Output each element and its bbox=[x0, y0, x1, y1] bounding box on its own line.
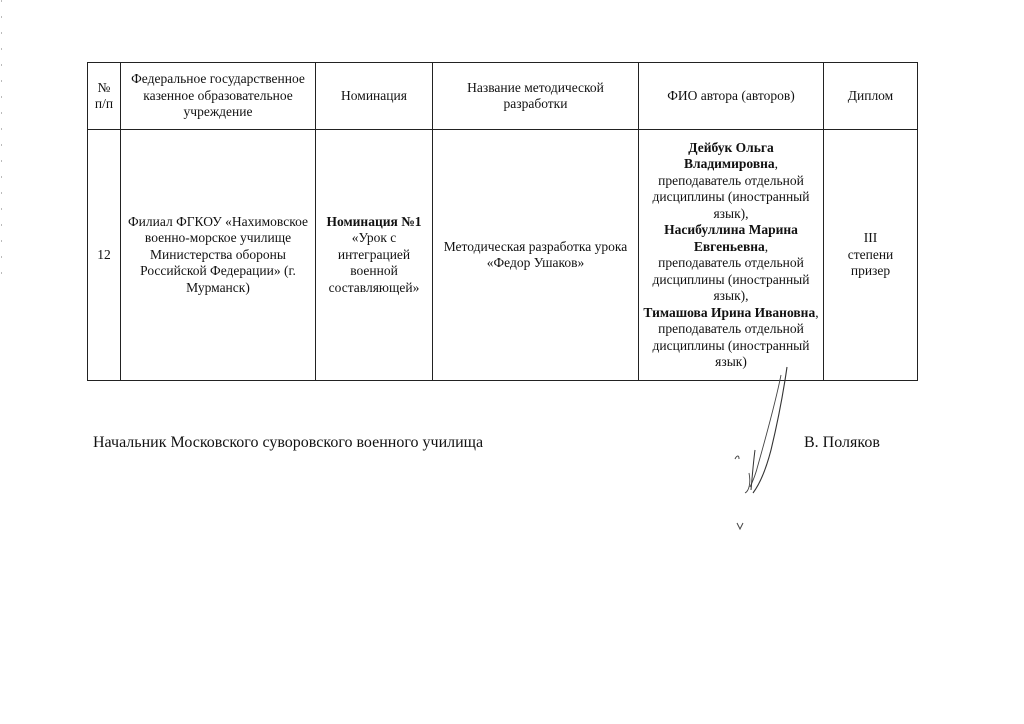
author-name: Насибуллина Марина Евгеньевна bbox=[664, 222, 798, 254]
row-number: 12 bbox=[88, 130, 121, 381]
author-role: преподаватель отдельной дисциплины (иностранный язык) bbox=[652, 172, 810, 221]
nomination-title: Номинация №1 bbox=[326, 213, 422, 229]
row-institution: Филиал ФГКОУ «Нахимовское военно-морское училище Министерства обороны Российской Федерации» (г. Мурманск) bbox=[121, 130, 316, 381]
author-name: Дейбук Ольга Владимировна bbox=[683, 139, 775, 171]
header-nomination: Номинация bbox=[316, 63, 433, 130]
header-diploma: Диплом bbox=[824, 63, 918, 130]
author-role: преподаватель отдельной дисциплины (иностранный язык) bbox=[652, 255, 810, 303]
table-row bbox=[88, 130, 918, 381]
table-header-row bbox=[88, 63, 918, 130]
row-authors: Дейбук Ольга Владимировна, преподаватель отдельной дисциплины (иностранный язык), Насибуллина Марина Евгеньевна, преподаватель отдельной дисциплины (иностранный язык), Тимашова Ирина Ивановна, преподаватель отдельной дисциплины (иностранный язык) bbox=[639, 130, 824, 381]
nomination-text: «Урок с интеграцией военной составляющей» bbox=[328, 230, 420, 295]
signature-mark bbox=[725, 355, 805, 535]
header-authors: ФИО автора (авторов) bbox=[639, 63, 824, 130]
row-work-title: Методическая разработка урока «Федор Ушаков» bbox=[433, 130, 639, 381]
author-role: преподаватель отдельной дисциплины (иностранный язык) bbox=[652, 321, 810, 369]
header-work-title: Название методической разработки bbox=[433, 63, 639, 130]
author-name: Тимашова Ирина Ивановна bbox=[643, 304, 816, 320]
row-nomination bbox=[316, 130, 433, 381]
header-number: № п/п bbox=[88, 63, 121, 130]
header-institution: Федеральное государственное казенное образовательное учреждение bbox=[121, 63, 316, 130]
award-table bbox=[87, 62, 918, 381]
signatory-name: В. Поляков bbox=[804, 434, 880, 451]
row-diploma: III степени призер bbox=[824, 130, 918, 381]
signatory-position: Начальник Московского суворовского военного училища bbox=[93, 434, 484, 451]
scan-edge-mark bbox=[1, 0, 2, 280]
